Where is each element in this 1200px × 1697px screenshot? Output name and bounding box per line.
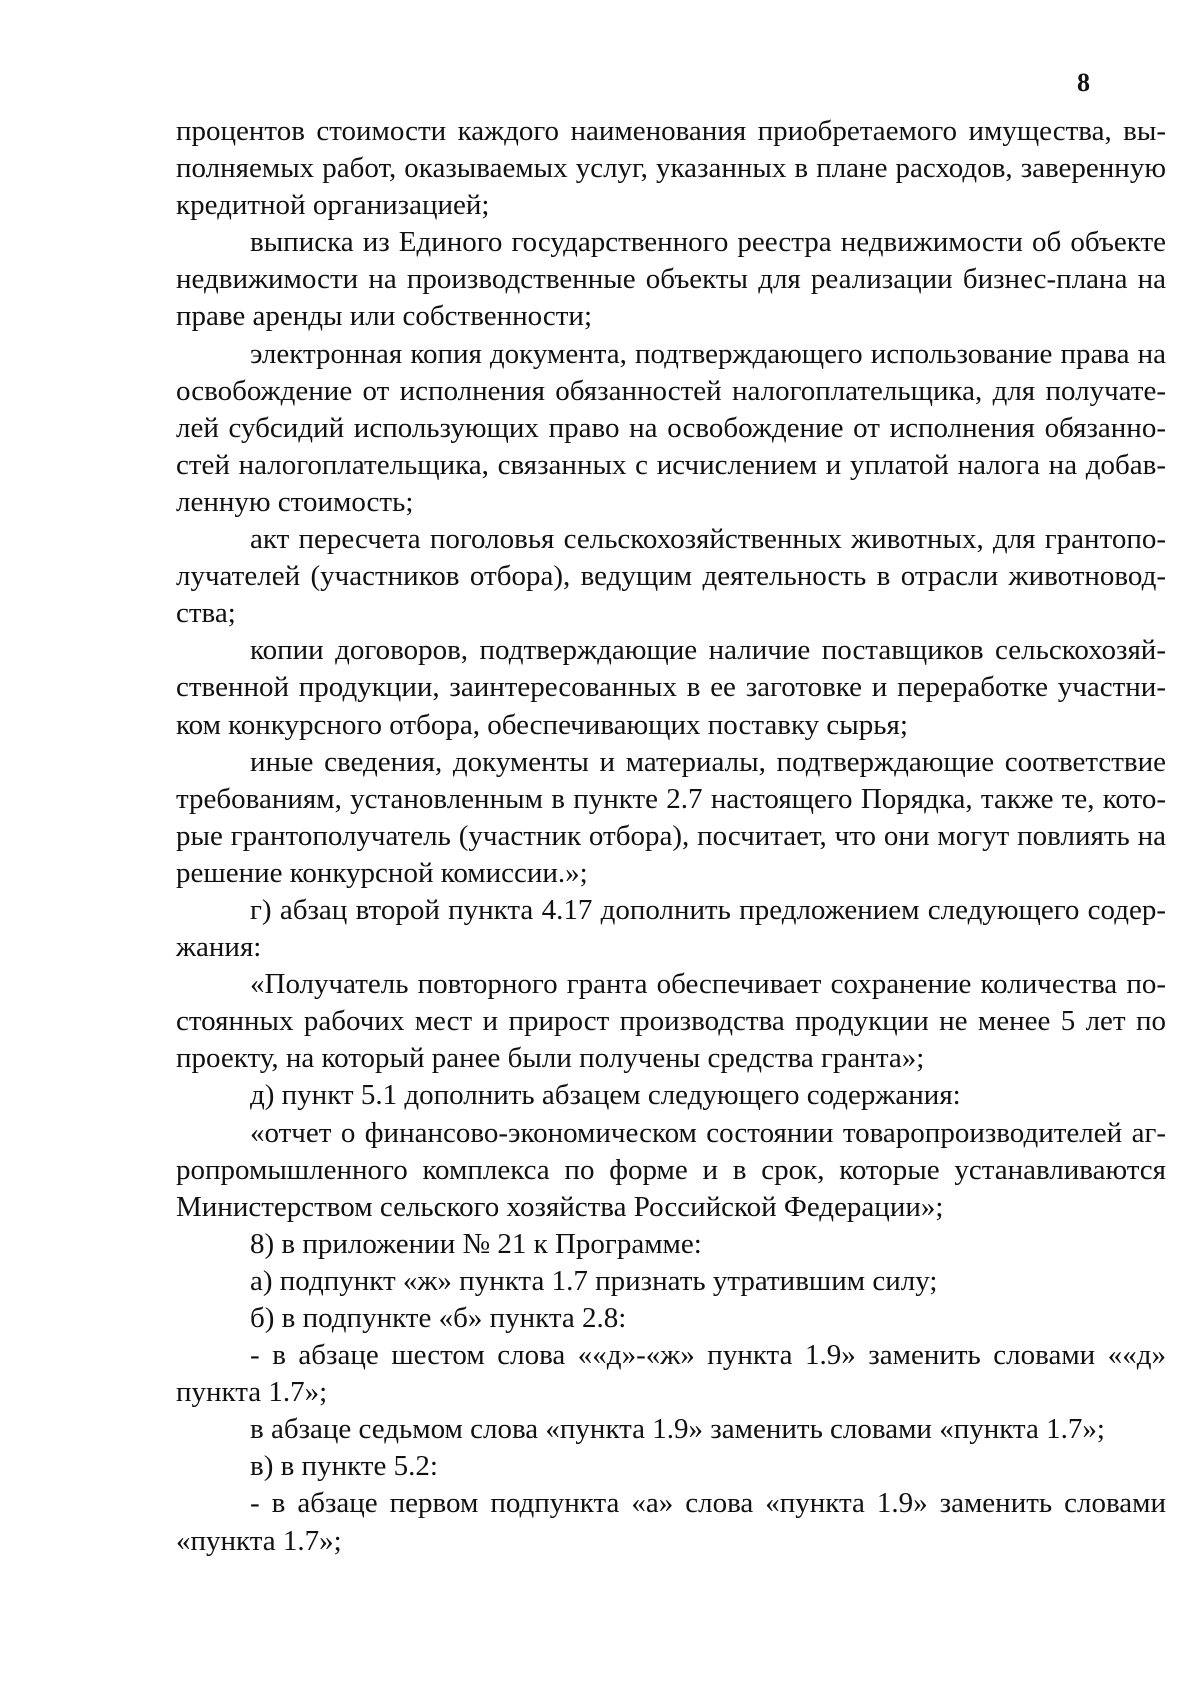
text-line: 8) в приложении № 21 к Программе: [250, 1227, 702, 1260]
page-number: 8 [1077, 68, 1090, 97]
text-line: «отчет о финансово-экономическом состоянии товаропроизводителей аг- [250, 1116, 1166, 1149]
text-line: б) в подпункте «б» пункта 2.8: [250, 1302, 627, 1334]
text-line: процентов стоимости каждого наименования приобретаемого имущества, вы- [176, 115, 1166, 147]
text-line: электронная копия документа, подтверждающего использование права на [250, 337, 1166, 370]
text-line: требованиям, установленным в пункте 2.7 настоящего Порядка, также те, кото- [176, 782, 1166, 815]
text-line: ропромышленного комплекса по форме и в срок, которые устанавливаются [176, 1153, 1166, 1186]
text-line: пункта 1.7»; [176, 1376, 328, 1409]
text-line: рые грантополучатель (участник отбора), посчитает, что они могут повлиять на [176, 819, 1166, 852]
text-line: г) абзац второй пункта 4.17 дополнить предложением следующего содер- [250, 893, 1166, 926]
text-line: ственной продукции, заинтересованных в ее заготовке и переработке участни- [176, 671, 1166, 704]
text-line: кредитной организацией; [176, 189, 490, 222]
text-line: - в абзаце первом подпункта «а» слова «пункта 1.9» заменить словами [250, 1487, 1166, 1520]
text-line: решение конкурсной комиссии.»; [176, 856, 588, 889]
text-line: проекту, на который ранее были получены средства гранта»; [176, 1042, 925, 1075]
text-line: стоянных рабочих мест и прирост производства продукции не менее 5 лет по [176, 1005, 1166, 1038]
text-line: акт пересчета поголовья сельскохозяйственных животных, для грантопо- [250, 523, 1166, 556]
text-line: ком конкурсного отбора, обеспечивающих поставку сырья; [176, 708, 908, 741]
text-line: - в абзаце шестом слова ««д»-«ж» пункта 1.9» заменить словами ««д» [250, 1339, 1166, 1372]
text-line: ленную стоимость; [176, 485, 414, 518]
text-line: ства; [176, 597, 236, 630]
text-line: Министерством сельского хозяйства Российской Федерации»; [176, 1190, 944, 1223]
text-line: выписка из Единого государственного реестра недвижимости об объекте [250, 226, 1166, 259]
text-line: праве аренды или собственности; [176, 300, 592, 333]
text-line: лей субсидий использующих право на освобождение от исполнения обязанно- [176, 411, 1166, 444]
document-body [176, 113, 1166, 1560]
text-line: недвижимости на производственные объекты для реализации бизнес-плана на [176, 263, 1166, 296]
text-line: стей налогоплательщика, связанных с исчислением и уплатой налога на добав- [176, 448, 1166, 481]
text-line: полняемых работ, оказываемых услуг, указанных в плане расходов, заверенную [176, 152, 1166, 185]
text-line: в) в пункте 5.2: [250, 1450, 438, 1483]
text-line: д) пункт 5.1 дополнить абзацем следующего содержания: [250, 1079, 961, 1112]
text-line: копии договоров, подтверждающие наличие поставщиков сельскохозяй- [250, 634, 1166, 667]
text-line: иные сведения, документы и материалы, подтверждающие соответствие [250, 745, 1166, 778]
text-line: освобождение от исполнения обязанностей налогоплательщика, для получате- [176, 374, 1166, 407]
text-line: «Получатель повторного гранта обеспечивает сохранение количества по- [250, 968, 1166, 1001]
text-line: а) подпункт «ж» пункта 1.7 признать утратившим силу; [250, 1264, 938, 1297]
text-line: в абзаце седьмом слова «пункта 1.9» заменить словами «пункта 1.7»; [250, 1413, 1105, 1446]
text-line: жания: [176, 931, 262, 964]
text-line: лучателей (участников отбора), ведущим деятельность в отрасли животновод- [176, 560, 1166, 593]
text-line: «пункта 1.7»; [176, 1524, 342, 1557]
